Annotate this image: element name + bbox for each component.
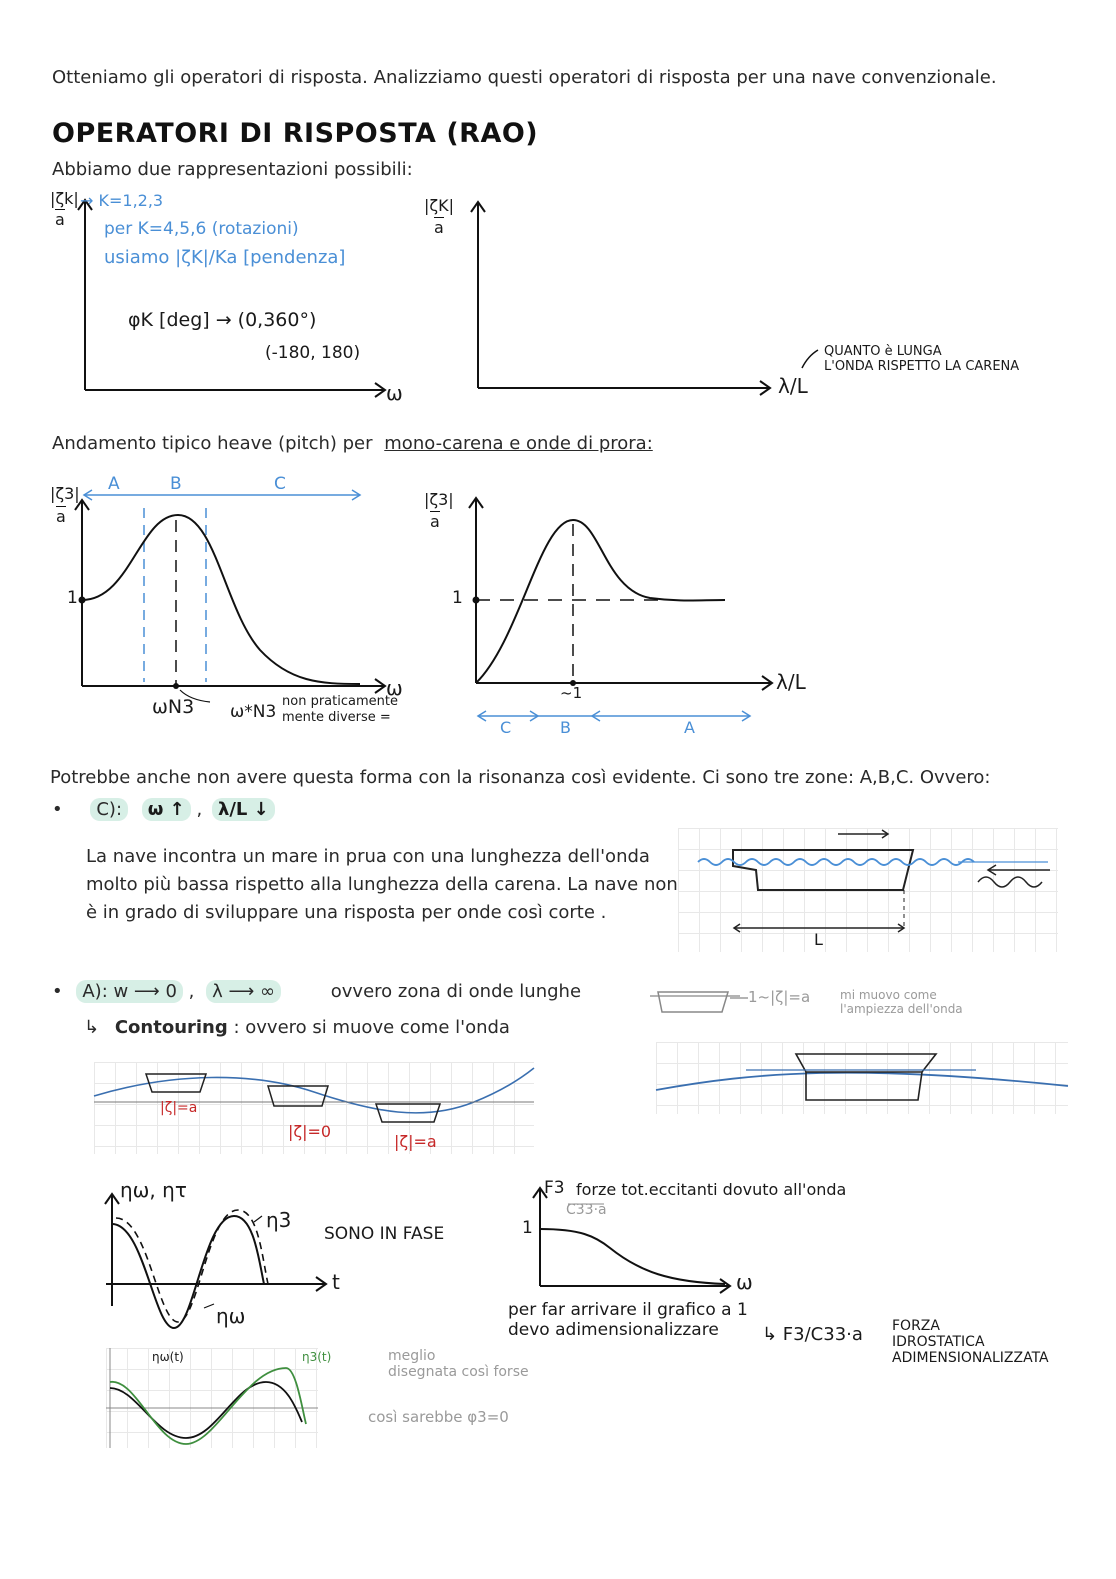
force-plot-title: forze tot.eccitanti dovuto all'onda	[576, 1180, 847, 1199]
force-plot-box2: IDROSTATICA	[892, 1334, 985, 1350]
force-plot-one: 1	[522, 1218, 533, 1238]
plot1-ylabel-bottom: a	[55, 210, 65, 229]
plot1-xlabel: ω	[386, 381, 403, 405]
zone-c-label: C):	[90, 798, 128, 821]
plot-heave-lambda	[420, 480, 840, 750]
contouring-sketch-right	[656, 1042, 1068, 1114]
contour-red2: |ζ|=0	[288, 1122, 332, 1141]
contour-red3: |ζ|=a	[394, 1132, 437, 1151]
small-plot-etaw: ηω(t)	[152, 1350, 184, 1364]
plot4-zone-b: B	[560, 718, 571, 737]
zone-a-desc: ovvero zona di onde lunghe	[330, 981, 582, 1002]
force-plot-note1: per far arrivare il grafico a 1	[508, 1300, 748, 1320]
plot1-note-k: → K=1,2,3	[80, 191, 164, 210]
plot3-ylabel-top: |ζ3|	[50, 484, 80, 503]
zone-c-lambda: λ/L ↓	[212, 798, 275, 821]
zone-c-desc3: è in grado di sviluppare una risposta per onde così corte .	[86, 902, 607, 923]
zone-c-comma: ,	[196, 799, 203, 820]
plot-heave-omega	[40, 470, 460, 740]
plot-rao-omega	[40, 185, 440, 410]
plot1-note-rot: per K=4,5,6 (rotazioni)	[104, 219, 299, 239]
zone-c-desc2: molto più bassa rispetto alla lunghezza della carena. La nave non	[86, 874, 678, 895]
contouring-rest: : ovvero si muove come l'onda	[227, 1017, 510, 1038]
plot2-xlabel: λ/L	[778, 374, 808, 398]
force-plot-box3: ADIMENSIONALIZZATA	[892, 1350, 1049, 1366]
plot3-zone-b: B	[170, 474, 182, 494]
contouring-bold: Contouring	[114, 1017, 228, 1038]
small-plot-note2: disegnata così forse	[388, 1364, 529, 1380]
plot3-one: 1	[67, 588, 78, 608]
zone-a-sketch-note1: mi muovo come	[840, 988, 937, 1002]
phase-plot-eta3: η3	[266, 1208, 292, 1232]
plot3-ylabel-bottom: a	[56, 507, 66, 526]
small-phase-plot	[106, 1348, 332, 1448]
plot4-zone-a: A	[684, 718, 695, 737]
force-plot-formula: ↳ F3/C33·a	[762, 1324, 863, 1345]
zone-a-label: A): w ⟶ 0	[76, 980, 183, 1003]
zone-a-sketch-note2: l'ampiezza dell'onda	[840, 1002, 963, 1016]
zones-text: Potrebbe anche non avere questa forma con la risonanza così evidente. Ci sono tre zone: A,B,C. Ovvero:	[50, 767, 991, 788]
zone-a-sketch-right: 1~|ζ|=a	[748, 988, 811, 1006]
plot4-xlabel: λ/L	[776, 670, 806, 694]
plot3-note2: mente diverse =	[282, 710, 391, 725]
plot1-note-slope: usiamo |ζK|/Ka [pendenza]	[104, 247, 346, 268]
plot1-ylabel-top: |ζk|	[50, 189, 79, 208]
plot4-zone-c: C	[500, 718, 512, 737]
zone-c-bullet	[52, 796, 275, 824]
plot4-ylabel-bottom: a	[430, 512, 440, 531]
zone-c-desc1: La nave incontra un mare in prua con una lunghezza dell'onda	[86, 846, 650, 867]
plot2-note1: QUANTO è LUNGA	[824, 344, 942, 359]
zone-c-omega: ω ↑	[142, 798, 191, 821]
bullet-dot: •	[52, 799, 63, 820]
phase-plot-ylabel: ηω, ητ	[120, 1178, 187, 1202]
zone-c-sketch	[678, 828, 1058, 952]
force-plot-box1: FORZA	[892, 1318, 940, 1334]
zone-a-comma: ,	[188, 981, 195, 1002]
plot1-phase2: (-180, 180)	[265, 343, 361, 363]
heave-intro-link: mono-carena e onde di prora:	[384, 433, 653, 454]
plot3-wn3: ωN3	[152, 696, 195, 718]
plot2-ylabel-bottom: a	[434, 218, 444, 237]
plot-rao-lambda	[420, 190, 1080, 410]
heave-intro	[52, 430, 653, 458]
zone-c-sketch-l: L	[814, 930, 823, 949]
phase-plot-note: SONO IN FASE	[324, 1224, 445, 1244]
plot3-zone-a: A	[108, 474, 120, 494]
small-plot-note3: così sarebbe φ3=0	[368, 1408, 509, 1426]
force-plot	[500, 1176, 1080, 1376]
section-title: OPERATORI DI RISPOSTA (RAO)	[52, 118, 539, 149]
force-plot-note2: devo adimensionalizzare	[508, 1320, 719, 1340]
return-arrow-icon: ↳	[84, 1017, 100, 1038]
plot2-ylabel-top: |ζK|	[424, 196, 454, 215]
zone-a-sketch-small	[640, 984, 1080, 1024]
bullet-dot: •	[52, 981, 63, 1002]
force-plot-xlabel: ω	[736, 1270, 753, 1294]
plot4-ylabel-top: |ζ3|	[424, 490, 454, 509]
phase-plot	[94, 1176, 474, 1336]
plot3-wn3star: ω*N3	[230, 702, 277, 722]
plot1-phase: φK [deg] → (0,360°)	[128, 309, 317, 331]
intro-text: Otteniamo gli operatori di risposta. Analizziamo questi operatori di risposta per una nave convenzionale.	[52, 67, 997, 88]
plot3-zone-c: C	[274, 474, 286, 494]
contour-red1: |ζ|=a	[160, 1100, 198, 1116]
plot3-xlabel: ω	[386, 676, 403, 700]
small-plot-note1: meglio	[388, 1348, 436, 1364]
zone-a-lambda: λ ⟶ ∞	[206, 980, 281, 1003]
small-plot-eta3: η3(t)	[302, 1350, 332, 1364]
heave-intro-text: Andamento tipico heave (pitch) per	[52, 433, 373, 454]
plot2-note2: L'ONDA RISPETTO LA CARENA	[824, 359, 1020, 374]
plot3-note1: non praticamente	[282, 694, 398, 709]
contouring-line	[84, 1014, 510, 1042]
force-plot-ylabel: F3	[544, 1178, 565, 1198]
phase-plot-xlabel: t	[332, 1270, 340, 1294]
subtitle: Abbiamo due rappresentazioni possibili:	[52, 159, 413, 180]
zone-a-bullet	[52, 978, 581, 1006]
plot4-tick: ~1	[560, 684, 583, 702]
phase-plot-etaw: ηω	[216, 1304, 246, 1328]
force-plot-denom: C33·a	[566, 1202, 607, 1218]
contouring-sketch	[94, 1062, 534, 1154]
plot4-one: 1	[452, 588, 463, 608]
